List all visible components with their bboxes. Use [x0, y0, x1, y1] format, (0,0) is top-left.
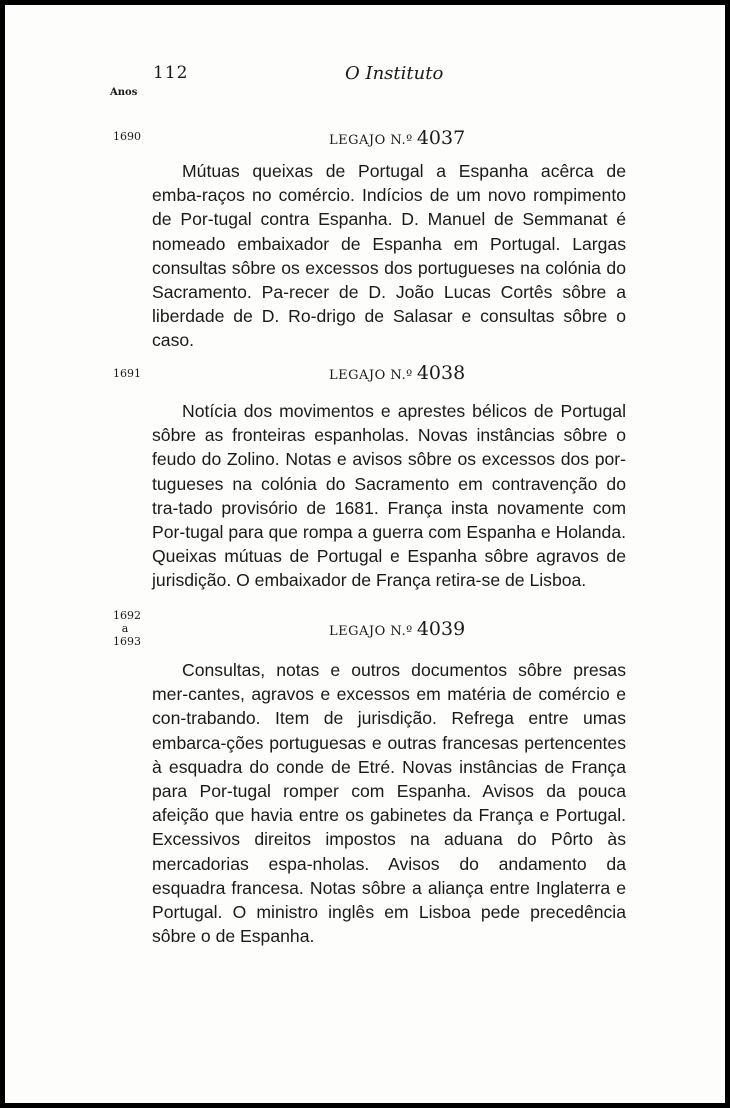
entry-year-end: 1693 [113, 635, 141, 648]
margin-label-anos: Anos [110, 87, 138, 98]
entry-year-start: 1692 [113, 609, 141, 622]
running-title: O Instituto [345, 63, 444, 84]
entry-year: 1690 [113, 130, 141, 143]
legajo-number: 4038 [416, 362, 466, 384]
page-number: 112 [153, 63, 189, 83]
entry-year: 1691 [113, 367, 141, 380]
legajo-number: 4039 [416, 618, 466, 640]
entry-year-range [113, 609, 141, 648]
legajo-label: LEGAJO N.º [329, 624, 413, 639]
entry-year-conjunction: a [121, 622, 129, 635]
legajo-heading [329, 127, 465, 149]
legajo-label: LEGAJO N.º [329, 133, 413, 148]
legajo-label: LEGAJO N.º [329, 368, 413, 383]
entry-description: Consultas, notas e outros documentos sôbre presas mer-cantes, agravos e excessos em matéria de comércio e con-trabando. Item de jurisdição. Refrega entre umas embarca-ções portuguesas e outras francesas pertencentes à esquadra do conde de Etré. Novas instâncias de França para Por-tugal romper com Espanha. Avisos da pouca afeição que havia entre os gabinetes da França e Portugal. Excessivos direitos impostos na aduana do Pôrto às mercadorias espa-nholas. Avisos do andamento da esquadra francesa. Notas sôbre a aliança entre Inglaterra e Portugal. O ministro inglês em Lisboa pede precedência sôbre o de Espanha. [152, 660, 626, 947]
legajo-heading [329, 618, 465, 640]
legajo-number: 4037 [416, 127, 466, 149]
book-page [5, 5, 725, 1103]
entry-description: Notícia dos movimentos e aprestes bélicos de Portugal sôbre as fronteiras espanholas. Novas instâncias sôbre o feudo do Zolino. Notas e avisos sôbre os excessos dos por-tugueses na colónia do Sacramento em contravenção do tra-tado provisório de 1681. França insta novamente com Por-tugal para que rompa a guerra com Espanha e Holanda. Queixas mútuas de Portugal e Espanha sôbre agravos de jurisdição. O embaixador de França retira-se de Lisboa. [152, 401, 626, 591]
legajo-heading [329, 362, 465, 384]
entry-description: Mútuas queixas de Portugal a Espanha acêrca de emba-raços no comércio. Indícios de um novo rompimento de Por-tugal contra Espanha. D. Manuel de Semmanat é nomeado embaixador de Espanha em Portugal. Largas consultas sôbre os excessos dos portugueses na colónia do Sacramento. Pa-recer de D. João Lucas Cortês sôbre a liberdade de D. Ro-drigo de Salasar e consultas sôbre o caso. [152, 161, 626, 351]
